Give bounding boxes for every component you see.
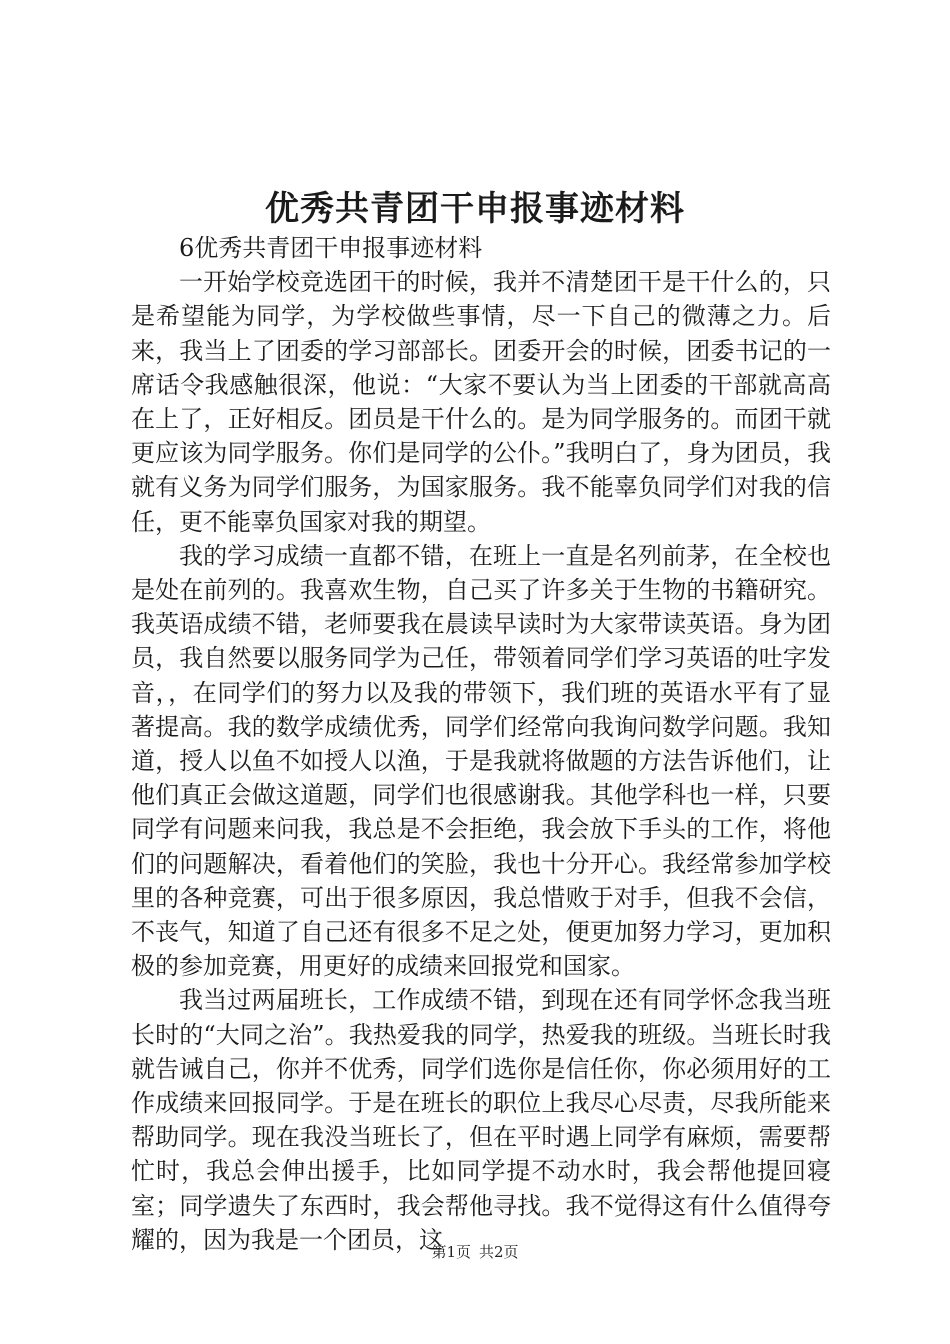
document-body bbox=[131, 231, 831, 1257]
document-subtitle: 6优秀共青团干申报事迹材料 bbox=[179, 234, 483, 262]
page-number-total: 共2页 bbox=[479, 1243, 519, 1261]
page-footer bbox=[0, 1242, 950, 1262]
paragraph-2: 我的学习成绩一直都不错，在班上一直是名列前茅，在全校也是处在前列的。我喜欢生物，自己买了许多关于生物的书籍研究。我英语成绩不错，老师要我在晨读早读时为大家带读英语。身为团员，我自然要以服务同学为己任，带领着同学们学习英语的吐字发音，，在同学们的努力以及我的带领下，我们班的英语水平有了显著提高。我的数学成绩优秀，同学们经常向我询问数学问题。我知道，授人以鱼不如授人以渔，于是我就将做题的方法告诉他们，让他们真正会做这道题，同学们也很感谢我。其他学科也一样，只要同学有问题来问我，我总是不会拒绝，我会放下手头的工作，将他们的问题解决，看着他们的笑脸，我也十分开心。我经常参加学校里的各种竞赛，可出于很多原因，我总惜败于对手，但我不会信，不丧气，知道了自己还有很多不足之处，便更加努力学习，更加积极的参加竞赛，用更好的成绩来回报党和国家。 bbox=[131, 541, 831, 981]
paragraph-1: 一开始学校竞选团干的时候，我并不清楚团干是干什么的，只是希望能为同学，为学校做些事情，尽一下自己的微薄之力。后来，我当上了团委的学习部部长。团委开会的时候，团委书记的一席话令我感触很深，他说：“大家不要认为当上团委的干部就高高在上了，正好相反。团员是干什么的。是为同学服务的。而团干就更应该为同学服务。你们是同学的公仆。”我明白了，身为团员，我就有义务为同学们服务，为国家服务。我不能辜负同学们对我的信任，更不能辜负国家对我的期望。 bbox=[131, 268, 831, 536]
page-number-current: 第1页 bbox=[431, 1243, 471, 1261]
document-title: 优秀共青团干申报事迹材料 bbox=[265, 189, 685, 229]
paragraph-3: 我当过两届班长，工作成绩不错，到现在还有同学怀念我当班长时的“大同之治”。我热爱我的同学，热爱我的班级。当班长时我就告诫自己，你并不优秀，同学们选你是信任你，你必须用好的工作成绩来回报同学。于是在班长的职位上我尽心尽责，尽我所能来帮助同学。现在我没当班长了，但在平时遇上同学有麻烦，需要帮忙时，我总会伸出援手，比如同学提不动水时，我会帮他提回寝室；同学遗失了东西时，我会帮他寻找。我不觉得这有什么值得夸耀的，因为我是一个团员，这 bbox=[131, 986, 831, 1254]
